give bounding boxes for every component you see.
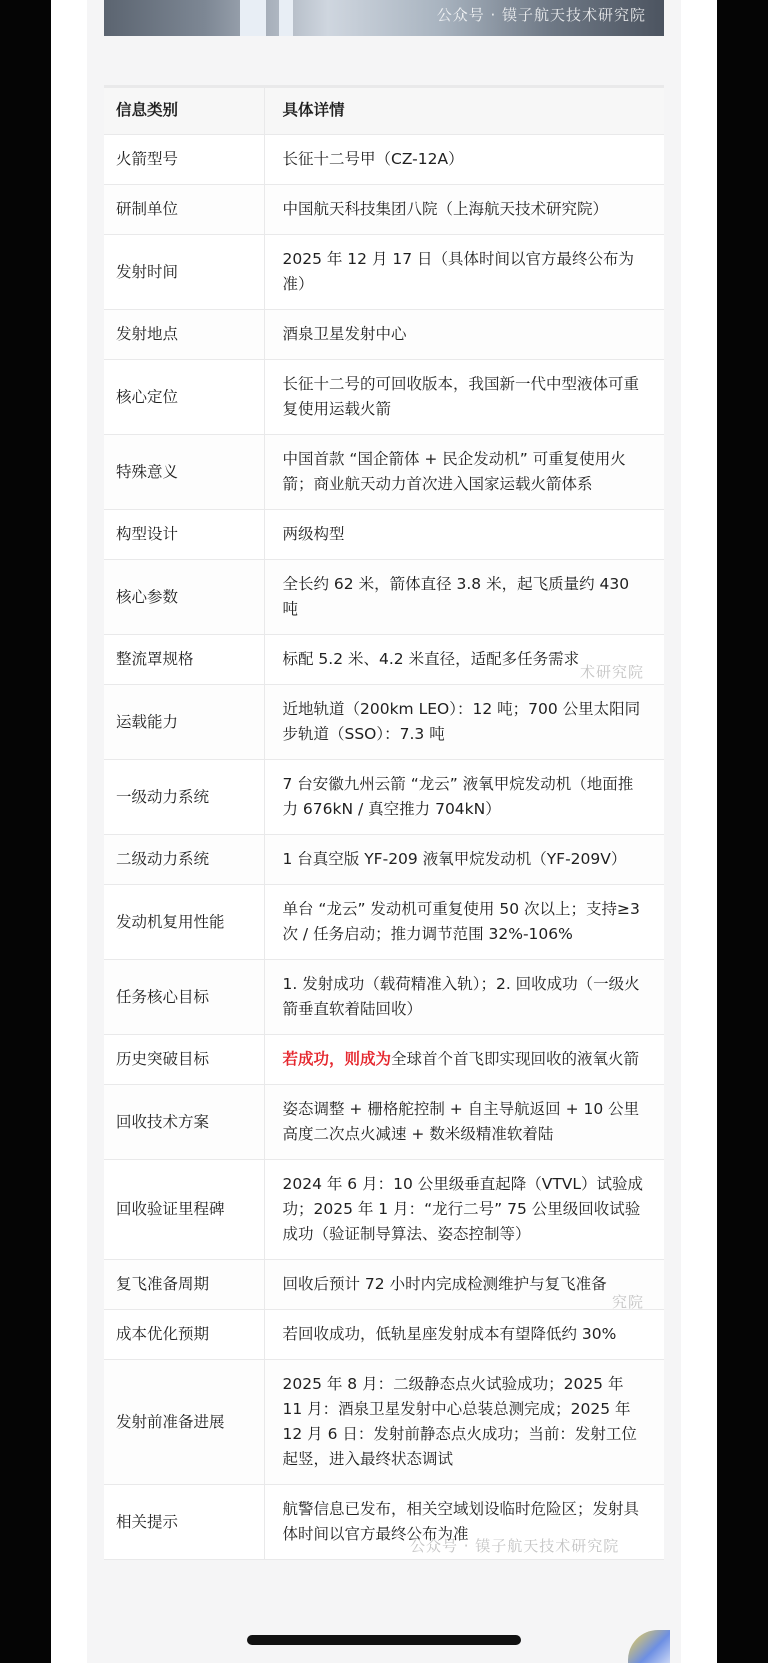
row-detail: 两级构型 [264,510,664,560]
header-detail: 具体详情 [264,88,664,135]
row-detail: 全长约 62 米，箭体直径 3.8 米，起飞质量约 430 吨 [264,560,664,635]
table-row [104,185,664,235]
home-indicator[interactable] [247,1635,521,1645]
detail-text: 全球首个首飞即实现回收的液氧火箭 [391,1050,640,1068]
table-row [104,235,664,310]
photo-watermark: 公众号 · 镆子航天技术研究院 [436,6,646,24]
row-detail: 姿态调整 + 栅格舵控制 + 自主导航返回 + 10 公里高度二次点火减速 + 数米级精准软着陆 [264,1085,664,1160]
table-row [104,960,664,1035]
row-detail: 近地轨道（200km LEO）：12 吨；700 公里太阳同步轨道（SSO）：7.3 吨 [264,685,664,760]
row-category: 二级动力系统 [104,835,264,885]
table-row [104,1260,664,1310]
watermark: 术研究院 [580,663,645,681]
row-category: 回收验证里程碑 [104,1160,264,1260]
row-category: 发动机复用性能 [104,885,264,960]
row-detail: 酒泉卫星发射中心 [264,310,664,360]
table-row [104,510,664,560]
table-row [104,1310,664,1360]
table-row [104,1085,664,1160]
rocket-photo [104,0,664,36]
row-detail: 2025 年 12 月 17 日（具体时间以官方最终公布为准） [264,235,664,310]
table-row [104,835,664,885]
row-category: 运载能力 [104,685,264,760]
table-row [104,1160,664,1260]
header-category: 信息类别 [104,88,264,135]
watermark: 究院 [612,1293,645,1311]
row-category: 成本优化预期 [104,1310,264,1360]
row-category: 研制单位 [104,185,264,235]
row-detail: 标配 5.2 米、4.2 米直径，适配多任务需求 [264,635,664,685]
row-category: 核心参数 [104,560,264,635]
row-category: 发射时间 [104,235,264,310]
row-detail: 单台 “龙云” 发动机可重复使用 50 次以上；支持≥3 次 / 任务启动；推力调节范围 32%-106% [264,885,664,960]
row-category: 发射地点 [104,310,264,360]
table-row [104,685,664,760]
row-detail: 回收后预计 72 小时内完成检测维护与复飞准备 [264,1260,664,1310]
row-category: 核心定位 [104,360,264,435]
table-row [104,1035,664,1085]
row-category: 回收技术方案 [104,1085,264,1160]
table-row [104,760,664,835]
photo-tower-shape [240,0,266,36]
row-detail: 1 台真空版 YF-209 液氧甲烷发动机（YF-209V） [264,835,664,885]
row-detail: 1. 发射成功（载荷精准入轨）；2. 回收成功（一级火箭垂直软着陆回收） [264,960,664,1035]
row-detail: 7 台安徽九州云箭 “龙云” 液氧甲烷发动机（地面推力 676kN / 真空推力 704kN） [264,760,664,835]
row-category: 历史突破目标 [104,1035,264,1085]
right-dark-margin [717,0,768,1663]
left-dark-margin [0,0,51,1663]
row-category: 一级动力系统 [104,760,264,835]
row-category: 发射前准备进展 [104,1360,264,1485]
row-detail: 长征十二号甲（CZ-12A） [264,135,664,185]
rocket-info-table [104,85,664,1560]
table-row [104,435,664,510]
table-row [104,310,664,360]
row-category: 复飞准备周期 [104,1260,264,1310]
row-category: 相关提示 [104,1485,264,1560]
table-row [104,1360,664,1485]
row-detail: 2024 年 6 月：10 公里级垂直起降（VTVL）试验成功；2025 年 1 月：“龙行二号” 75 公里级回收试验成功（验证制导算法、姿态控制等） [264,1160,664,1260]
row-category: 整流罩规格 [104,635,264,685]
row-category: 特殊意义 [104,435,264,510]
table-row [104,135,664,185]
table-row [104,560,664,635]
row-detail [264,1035,664,1085]
highlight-text: 若成功，则成为 [282,1050,392,1068]
row-detail: 中国航天科技集团八院（上海航天技术研究院） [264,185,664,235]
table-row [104,885,664,960]
photo-tower-shape [279,0,293,36]
row-category: 构型设计 [104,510,264,560]
row-detail: 中国首款 “国企箭体 + 民企发动机” 可重复使用火箭；商业航天动力首次进入国家运载火箭体系 [264,435,664,510]
row-detail: 2025 年 8 月：二级静态点火试验成功；2025 年 11 月：酒泉卫星发射中心总装总测完成；2025 年 12 月 6 日：发射前静态点火成功；当前：发射工位起竖，进入最终状态调试 [264,1360,664,1485]
row-detail: 长征十二号的可回收版本，我国新一代中型液体可重复使用运载火箭 [264,360,664,435]
table-header-row [104,88,664,135]
row-detail: 航警信息已发布，相关空域划设临时危险区；发射具体时间以官方最终公布为准 [264,1485,664,1560]
row-detail: 若回收成功，低轨星座发射成本有望降低约 30% [264,1310,664,1360]
row-category: 任务核心目标 [104,960,264,1035]
table-row [104,360,664,435]
row-category: 火箭型号 [104,135,264,185]
watermark: 公众号 · 镆子航天技术研究院 [410,1537,620,1555]
